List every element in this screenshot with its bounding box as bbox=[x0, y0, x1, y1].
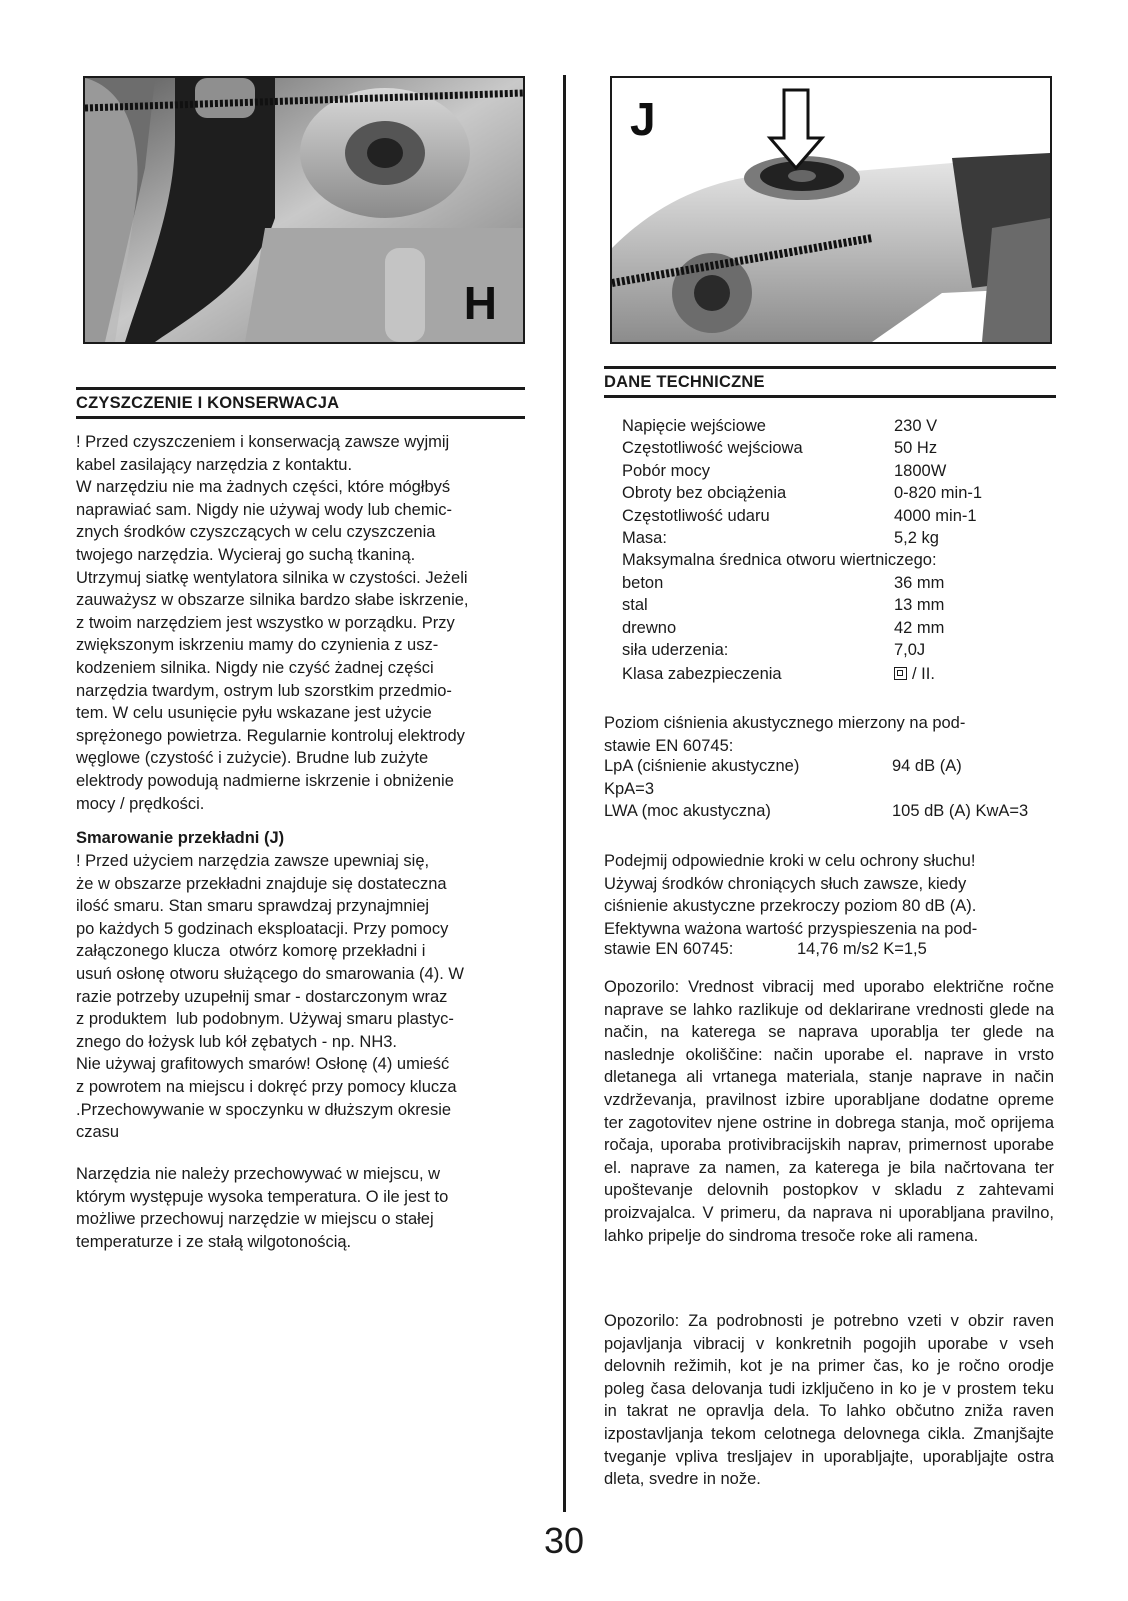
drill-handle-illustration bbox=[85, 78, 523, 342]
lpa-label: LpA (ciśnienie akustyczne) bbox=[604, 757, 800, 775]
spec-label: Masa: bbox=[622, 528, 667, 547]
spec-row bbox=[622, 439, 982, 461]
spec-row bbox=[622, 417, 982, 439]
protection-class-icon bbox=[894, 667, 907, 680]
vibration-warning-2: Opozorilo: Za podrobnosti je potrebno vzeti v obzir raven pojavljanja vibracij v konkretnih pogojih uporabe v vseh delovnih režimih, kot je na primer čas, ko je ročno orodje poleg časa delovanja tudi izključeno in ko je v prostem teku in takrat ne opravlja dela. To lahko občutno zniža raven izpostavljanja tekom celotnega delovnega cikla. Zmanjšajte tveganje vpliva tresljajev in uporabljajte, uporabljajte ostra dleta, svedre in nože. bbox=[604, 1312, 1054, 1489]
spec-row bbox=[622, 462, 982, 484]
spec-row bbox=[622, 641, 982, 663]
spec-value: 0-820 min-1 bbox=[894, 484, 983, 503]
spec-label: Częstotliwość wejściowa bbox=[622, 439, 803, 458]
figure-label-j: J bbox=[630, 93, 656, 145]
lubrication-heading: Smarowanie przekładni (J) bbox=[76, 829, 285, 847]
spec-label: beton bbox=[622, 573, 664, 592]
spec-value: 230 V bbox=[894, 417, 938, 435]
column-divider bbox=[563, 75, 566, 1512]
lpa-value: 94 dB (A) bbox=[892, 757, 962, 775]
vibration-warning-1: Opozorilo: Vrednost vibracij med uporabo električne ročne naprave se lahko razlikuje od deklarirane vrednosti glede na način, na katerega se naprava uporablja ter glede na naslednje okoliščine: način uporabe el. naprave in vrsto dletanega ali vrtanega materiala, stanje naprave in način vzdrževanja, pravilnost izbire uporabljane dodatne opreme ter zagotovitev njene ostrine in dobrega stanja, moč oprijema ročaja, uporaba protivibracijskih naprav, primernost uporabe el. naprave za namen, za katerega je bila načrtovana ter upoštevanje delovnih postopkov v skladu z zahtevami proizvajalca. V primeru, da naprava ni uporabljana pravilno, lahko pripelje do sindroma tresoče roke ali ramena. bbox=[604, 978, 1054, 1245]
spec-value: 50 Hz bbox=[894, 439, 938, 458]
spec-row bbox=[622, 596, 982, 618]
protection-class-value bbox=[894, 663, 982, 687]
cleaning-paragraph: ! Przed czyszczeniem i konserwacją zawsze wyjmij kabel zasilający narzędzia z kontaktu. W narzędziu nie ma żadnych części, które mógłbyś naprawiać sam. Nigdy nie używaj wody lub chemic- znych środków czyszczących w celu czyszczenia twojego narzędzia. Wycieraj go suchą tkaniną. Utrzymuj siatkę wentylatora silnika w czystości. Jeżeli zauważysz w obszarze silnika bardzo słabe iskrzenie, z twoim narzędziem jest wszystko w porządku. Przy zwiększonym iskrzeniu mamy do czynienia z usz- kodzeniem silnika. Nigdy nie czyść żadnej części narzędzia twardym, ostrym lub szorstkim przedmio- tem. W celu usunięcie pyłu wskazane jest użycie sprężonego powietrza. Regularnie kontroluj elektrody węglowe (czystość i zużycie). Brudne lub zużyte elektrody powodują nadmierne iskrzenie i obniżenie mocy / prędkości. bbox=[76, 433, 469, 813]
max-diameter-label: Maksymalna średnica otworu wiertniczego: bbox=[622, 551, 937, 570]
spec-value: 36 mm bbox=[894, 573, 945, 592]
page-number: 30 bbox=[543, 1520, 585, 1561]
spec-label: siła uderzenia: bbox=[622, 640, 729, 659]
spec-row bbox=[622, 619, 982, 641]
kpa-text: KpA=3 bbox=[604, 780, 654, 798]
spec-value: 4000 min-1 bbox=[894, 506, 977, 525]
spec-label: Częstotliwość udaru bbox=[622, 506, 770, 525]
noise-intro: Poziom ciśnienia akustycznego mierzony na pod- stawie EN 60745: bbox=[604, 714, 966, 755]
protection-class-label: Klasa zabezpieczenia bbox=[622, 665, 782, 684]
spec-row bbox=[622, 484, 982, 506]
hearing-protection-paragraph: Podejmij odpowiednie kroki w celu ochrony słuchu! Używaj środków chroniących słuch zawsze, kiedy ciśnienie akustyczne przekroczy poziom 80 dB (A). Efektywna ważona wartość przyspieszenia na pod- bbox=[604, 852, 978, 938]
spec-value: 7,0J bbox=[894, 640, 926, 659]
vibration-value: 14,76 m/s2 K=1,5 bbox=[797, 940, 927, 958]
figure-h-photo bbox=[83, 76, 525, 344]
heading-cleaning-maintenance: CZYSZCZENIE I KONSERWACJA bbox=[76, 387, 525, 419]
protection-class-text: / II. bbox=[912, 665, 935, 684]
spec-row bbox=[622, 507, 982, 529]
spec-value: 42 mm bbox=[894, 618, 945, 637]
spec-label: drewno bbox=[622, 618, 677, 637]
storage-paragraph: Narzędzia nie należy przechowywać w miejscu, w którym występuje wysoka temperatura. O ile jest to możliwe przechowuj narzędzie w miejscu o stałej temperaturze i ze stałą wilgotonością. bbox=[76, 1165, 449, 1251]
vibration-standard-label: stawie EN 60745: bbox=[604, 940, 734, 958]
lwa-label: LWA (moc akustyczna) bbox=[604, 802, 771, 820]
spec-label: Pobór mocy bbox=[622, 461, 711, 480]
spec-value: 5,2 kg bbox=[894, 528, 939, 547]
spec-row bbox=[622, 529, 982, 551]
spec-row bbox=[622, 663, 982, 687]
spec-row bbox=[622, 551, 982, 573]
lubrication-paragraph: ! Przed użyciem narzędzia zawsze upewniaj się, że w obszarze przekładni znajduje się dostateczna ilość smaru. Stan smaru sprawdzaj przynajmniej po każdych 5 godzinach eksploatacji. Przy pomocy załączonego klucza otwórz komorę przekładni i usuń osłonę otworu służącego do smarowania (4). W razie potrzeby uzupełnij smar - dostarczonym wraz z produktem lub podobnym. Używaj smaru plastyc- znego do łożysk lub kół zębatych - np. NH3. Nie używaj grafitowych smarów! Osłonę (4) umieść z powrotem na miejscu i dokręć przy pomocy klucza .Przechowywanie w spoczynku w dłuższym okresie czasu bbox=[76, 852, 464, 1142]
spec-row bbox=[622, 574, 982, 596]
drill-gearbox-illustration bbox=[612, 78, 1050, 342]
figure-j-photo bbox=[610, 76, 1052, 344]
spec-label: Obroty bez obciążenia bbox=[622, 484, 787, 503]
spec-label: stal bbox=[622, 596, 648, 615]
spec-value: 1800W bbox=[894, 461, 947, 480]
heading-technical-data: DANE TECHNICZNE bbox=[604, 366, 1056, 398]
lwa-value: 105 dB (A) KwA=3 bbox=[892, 802, 1029, 820]
technical-specs-table bbox=[622, 417, 982, 688]
figure-label-h: H bbox=[463, 277, 497, 329]
spec-value: 13 mm bbox=[894, 596, 945, 615]
spec-label: Napięcie wejściowe bbox=[622, 417, 766, 435]
